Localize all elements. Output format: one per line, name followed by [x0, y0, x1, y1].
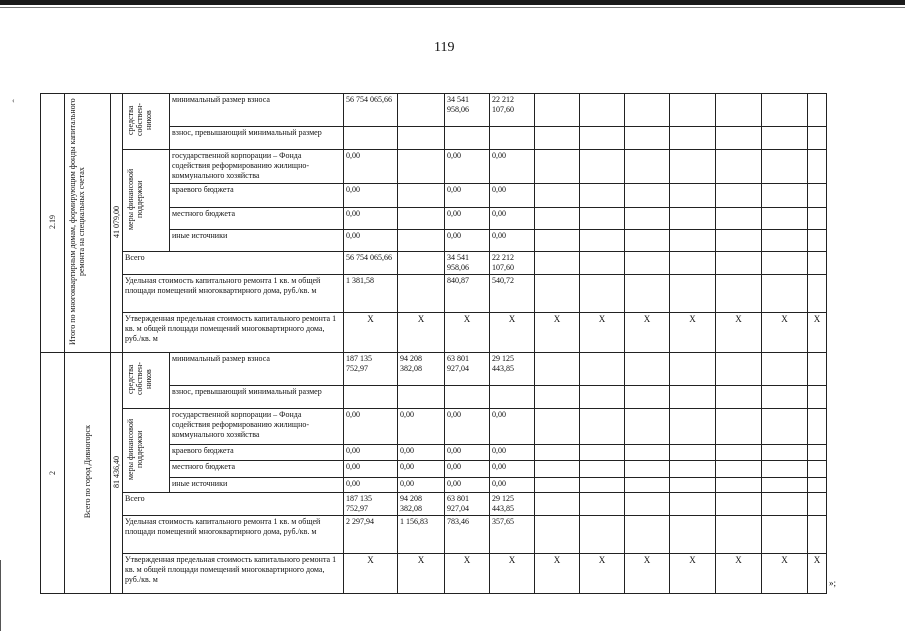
table-row [41, 516, 827, 554]
table-cell [625, 230, 670, 252]
owners-funds-group: средства собствен-ников [123, 353, 170, 409]
table-cell [535, 94, 580, 127]
table-row [41, 409, 827, 445]
table-cell [716, 184, 762, 208]
table-cell: 0,00 [445, 478, 490, 493]
table-cell: 63 801 927,04 [445, 493, 490, 516]
table-cell [670, 150, 716, 184]
table-cell [716, 230, 762, 252]
table-cell [762, 208, 808, 230]
table-cell: 0,00 [445, 150, 490, 184]
table-cell [535, 461, 580, 478]
table-cell [716, 493, 762, 516]
table-cell [716, 275, 762, 313]
table-cell: взнос, превышающий минимальный размер [170, 127, 344, 150]
table-cell [398, 150, 445, 184]
table-cell [762, 150, 808, 184]
table-cell: 0,00 [398, 461, 445, 478]
table-cell: 0,00 [344, 184, 398, 208]
table-cell [762, 386, 808, 409]
table-cell: 0,00 [344, 150, 398, 184]
table-cell [625, 409, 670, 445]
table-cell [808, 478, 827, 493]
table-cell [535, 516, 580, 554]
table-cell: 0,00 [445, 444, 490, 461]
table-cell: X [808, 313, 827, 353]
table-cell [535, 184, 580, 208]
area-cell: 81 436,40 [111, 353, 123, 594]
table-cell [580, 275, 625, 313]
table-cell [625, 353, 670, 386]
table-cell: 56 754 065,66 [344, 94, 398, 127]
table-cell: государственной корпорации – Фонда содействия реформированию жилищно-коммунального хозяйства [170, 150, 344, 184]
financial-support-group: меры финансовой поддержки [123, 150, 170, 252]
table-cell [580, 353, 625, 386]
table-row [41, 554, 827, 594]
closing-quote-mark: »; [829, 578, 837, 588]
table-cell [808, 275, 827, 313]
table-cell [808, 230, 827, 252]
table-cell: Всего [123, 252, 344, 275]
table-cell [762, 275, 808, 313]
table-cell: 0,00 [445, 461, 490, 478]
table-cell [580, 150, 625, 184]
table-row [41, 252, 827, 275]
table-cell: 840,87 [445, 275, 490, 313]
table-cell [580, 444, 625, 461]
table-cell [670, 353, 716, 386]
table-cell: X [716, 313, 762, 353]
table-cell: Удельная стоимость капитального ремонта 1 кв. м общей площади помещений многоквартирного дома, руб./кв. м [123, 275, 344, 313]
page-number: 119 [434, 40, 455, 55]
table-cell: 22 212 107,60 [490, 252, 535, 275]
table-cell: X [580, 313, 625, 353]
table-cell [344, 386, 398, 409]
table-cell [716, 444, 762, 461]
table-cell: Утвержденная предельная стоимость капитального ремонта 1 кв. м общей площади помещений многоквартирного дома, руб./кв. м [123, 313, 344, 353]
table-cell [716, 252, 762, 275]
table-cell [762, 461, 808, 478]
table-cell: X [490, 554, 535, 594]
table-cell [398, 208, 445, 230]
table-cell [762, 230, 808, 252]
table-cell [670, 461, 716, 478]
table-cell: 63 801 927,04 [445, 353, 490, 386]
table-cell: местного бюджета [170, 208, 344, 230]
table-cell: X [445, 313, 490, 353]
table-cell: 0,00 [398, 444, 445, 461]
table-cell [808, 493, 827, 516]
table-cell [670, 127, 716, 150]
table-cell [580, 208, 625, 230]
table-cell [535, 353, 580, 386]
table-cell [580, 230, 625, 252]
table-cell [580, 94, 625, 127]
table-cell [808, 409, 827, 445]
block-number-cell: 2 [41, 353, 65, 594]
table-cell: 1 381,58 [344, 275, 398, 313]
table-cell: X [344, 313, 398, 353]
scan-top-line [0, 7, 905, 8]
table-cell [580, 478, 625, 493]
table-cell: 29 125 443,85 [490, 493, 535, 516]
table-cell: 0,00 [445, 208, 490, 230]
table-cell: 187 135 752,97 [344, 493, 398, 516]
table-cell: X [344, 554, 398, 594]
table-cell [716, 516, 762, 554]
table-cell: Удельная стоимость капитального ремонта 1 кв. м общей площади помещений многоквартирного дома, руб./кв. м [123, 516, 344, 554]
table-cell [398, 386, 445, 409]
table-cell [398, 127, 445, 150]
table-row [41, 94, 827, 127]
table-cell: X [490, 313, 535, 353]
table-cell [762, 516, 808, 554]
block-name-cell: Всего по город Дивногорск [65, 353, 111, 594]
table-cell [670, 275, 716, 313]
table-cell [716, 353, 762, 386]
table-cell [344, 127, 398, 150]
table-cell [625, 386, 670, 409]
table-cell: X [670, 313, 716, 353]
block-name-cell: Итого по многоквартирным домам, формирующим фонды капитального ремонта на специальных счетах [65, 94, 111, 353]
table-cell: иные источники [170, 230, 344, 252]
table-cell: X [445, 554, 490, 594]
table-cell: X [625, 554, 670, 594]
table-cell: 540,72 [490, 275, 535, 313]
table-cell [398, 230, 445, 252]
table-cell [716, 150, 762, 184]
table-cell [716, 127, 762, 150]
table-cell: 0,00 [344, 444, 398, 461]
table-cell: X [625, 313, 670, 353]
table-cell: 0,00 [398, 409, 445, 445]
table-cell [535, 478, 580, 493]
table-cell: 34 541 958,06 [445, 252, 490, 275]
table-row [41, 493, 827, 516]
table-cell: 0,00 [490, 409, 535, 445]
table-cell [625, 478, 670, 493]
table-cell: 56 754 065,66 [344, 252, 398, 275]
table-cell: 0,00 [490, 444, 535, 461]
table-cell: 783,46 [445, 516, 490, 554]
table-cell [580, 386, 625, 409]
table-cell [670, 208, 716, 230]
table-cell [535, 275, 580, 313]
table-cell [625, 150, 670, 184]
table-cell [535, 444, 580, 461]
scan-mark: ‹ [12, 96, 15, 105]
table-cell [808, 386, 827, 409]
table-cell: 0,00 [490, 478, 535, 493]
table-cell: 0,00 [344, 461, 398, 478]
table-cell [762, 353, 808, 386]
table-cell: 1 156,83 [398, 516, 445, 554]
scan-left-edge [0, 560, 1, 631]
table-cell [625, 127, 670, 150]
table-cell [716, 409, 762, 445]
table-cell [808, 208, 827, 230]
table-cell [670, 409, 716, 445]
table-cell: 357,65 [490, 516, 535, 554]
table-cell [535, 409, 580, 445]
table-cell [762, 252, 808, 275]
table-cell: X [580, 554, 625, 594]
table-cell [670, 516, 716, 554]
table-cell: 0,00 [490, 461, 535, 478]
table-cell: 0,00 [490, 230, 535, 252]
table-cell [762, 94, 808, 127]
table-cell [808, 94, 827, 127]
table-cell [625, 208, 670, 230]
table-cell: 0,00 [445, 409, 490, 445]
table-cell [398, 94, 445, 127]
owners-funds-group: средства собствен-ников [123, 94, 170, 150]
table-cell: 94 208 382,08 [398, 493, 445, 516]
table-cell [398, 275, 445, 313]
table-cell [716, 478, 762, 493]
table-cell [580, 127, 625, 150]
table-cell [398, 252, 445, 275]
table-cell: 34 541 958,06 [445, 94, 490, 127]
table-cell: местного бюджета [170, 461, 344, 478]
table-cell [535, 252, 580, 275]
table-cell: 0,00 [344, 409, 398, 445]
table-cell: 2 297,94 [344, 516, 398, 554]
table-cell [625, 252, 670, 275]
table-cell: 187 135 752,97 [344, 353, 398, 386]
table-row [41, 150, 827, 184]
table-cell [490, 386, 535, 409]
table-cell [670, 386, 716, 409]
table-cell [716, 208, 762, 230]
table-cell: 0,00 [398, 478, 445, 493]
table-cell [670, 478, 716, 493]
table-cell: иные источники [170, 478, 344, 493]
table-cell: X [716, 554, 762, 594]
table-cell [670, 184, 716, 208]
table-cell: X [808, 554, 827, 594]
table-cell [808, 184, 827, 208]
table-cell: минимальный размер взноса [170, 353, 344, 386]
table-cell [535, 127, 580, 150]
table-cell: Всего [123, 493, 344, 516]
table-cell [670, 444, 716, 461]
table-cell [716, 94, 762, 127]
table-cell: 0,00 [490, 184, 535, 208]
table-cell [445, 386, 490, 409]
table-cell [398, 184, 445, 208]
table-cell: 0,00 [445, 184, 490, 208]
financial-support-group: меры финансовой поддержки [123, 409, 170, 493]
table-cell [535, 150, 580, 184]
table-cell [490, 127, 535, 150]
table-cell [625, 94, 670, 127]
table-cell: X [535, 313, 580, 353]
table-row [41, 353, 827, 386]
scan-top-border [0, 0, 905, 5]
table-cell [808, 461, 827, 478]
table-cell [670, 252, 716, 275]
table-cell: X [398, 554, 445, 594]
repair-cost-table [40, 93, 827, 594]
table-cell [580, 184, 625, 208]
table-cell: минимальный размер взноса [170, 94, 344, 127]
table-cell: 0,00 [445, 230, 490, 252]
table-cell [762, 184, 808, 208]
table-cell: X [762, 554, 808, 594]
table-cell [625, 516, 670, 554]
table-cell [580, 409, 625, 445]
table-cell: 0,00 [344, 208, 398, 230]
table-cell [625, 461, 670, 478]
block-number-cell: 2.19 [41, 94, 65, 353]
table-cell: 0,00 [344, 478, 398, 493]
area-cell: 41 079,00 [111, 94, 123, 353]
table-cell: 22 212 107,60 [490, 94, 535, 127]
table-cell [762, 493, 808, 516]
table-cell: 94 208 382,08 [398, 353, 445, 386]
table-cell: X [398, 313, 445, 353]
table-cell: краевого бюджета [170, 184, 344, 208]
table-cell [808, 150, 827, 184]
table-cell [762, 127, 808, 150]
table-cell [580, 493, 625, 516]
table-cell [762, 409, 808, 445]
table-cell: 0,00 [344, 230, 398, 252]
table-cell [535, 230, 580, 252]
table-cell [625, 275, 670, 313]
table-cell [670, 94, 716, 127]
table-cell [716, 461, 762, 478]
table-cell: X [762, 313, 808, 353]
table-cell [535, 386, 580, 409]
table-cell: 0,00 [490, 208, 535, 230]
table-cell: взнос, превышающий минимальный размер [170, 386, 344, 409]
table-cell [580, 461, 625, 478]
table-cell [762, 478, 808, 493]
table-cell [445, 127, 490, 150]
table-cell [808, 516, 827, 554]
table-cell [762, 444, 808, 461]
table-cell [808, 353, 827, 386]
table-row [41, 313, 827, 353]
table-cell [625, 444, 670, 461]
table-cell [808, 127, 827, 150]
table-cell [670, 493, 716, 516]
table-cell [580, 252, 625, 275]
table-cell: Утвержденная предельная стоимость капитального ремонта 1 кв. м общей площади помещений многоквартирного дома, руб./кв. м [123, 554, 344, 594]
table-cell [808, 252, 827, 275]
table-cell [625, 184, 670, 208]
table-cell: 29 125 443,85 [490, 353, 535, 386]
table-cell: X [535, 554, 580, 594]
table-cell [535, 208, 580, 230]
table-cell [625, 493, 670, 516]
table-cell: государственной корпорации – Фонда содействия реформированию жилищно-коммунального хозяйства [170, 409, 344, 445]
table-cell: X [670, 554, 716, 594]
table-cell [716, 386, 762, 409]
table-cell: 0,00 [490, 150, 535, 184]
table-cell [535, 493, 580, 516]
table-cell [580, 516, 625, 554]
table-cell: краевого бюджета [170, 444, 344, 461]
table-cell [670, 230, 716, 252]
table-cell [808, 444, 827, 461]
table-row [41, 275, 827, 313]
